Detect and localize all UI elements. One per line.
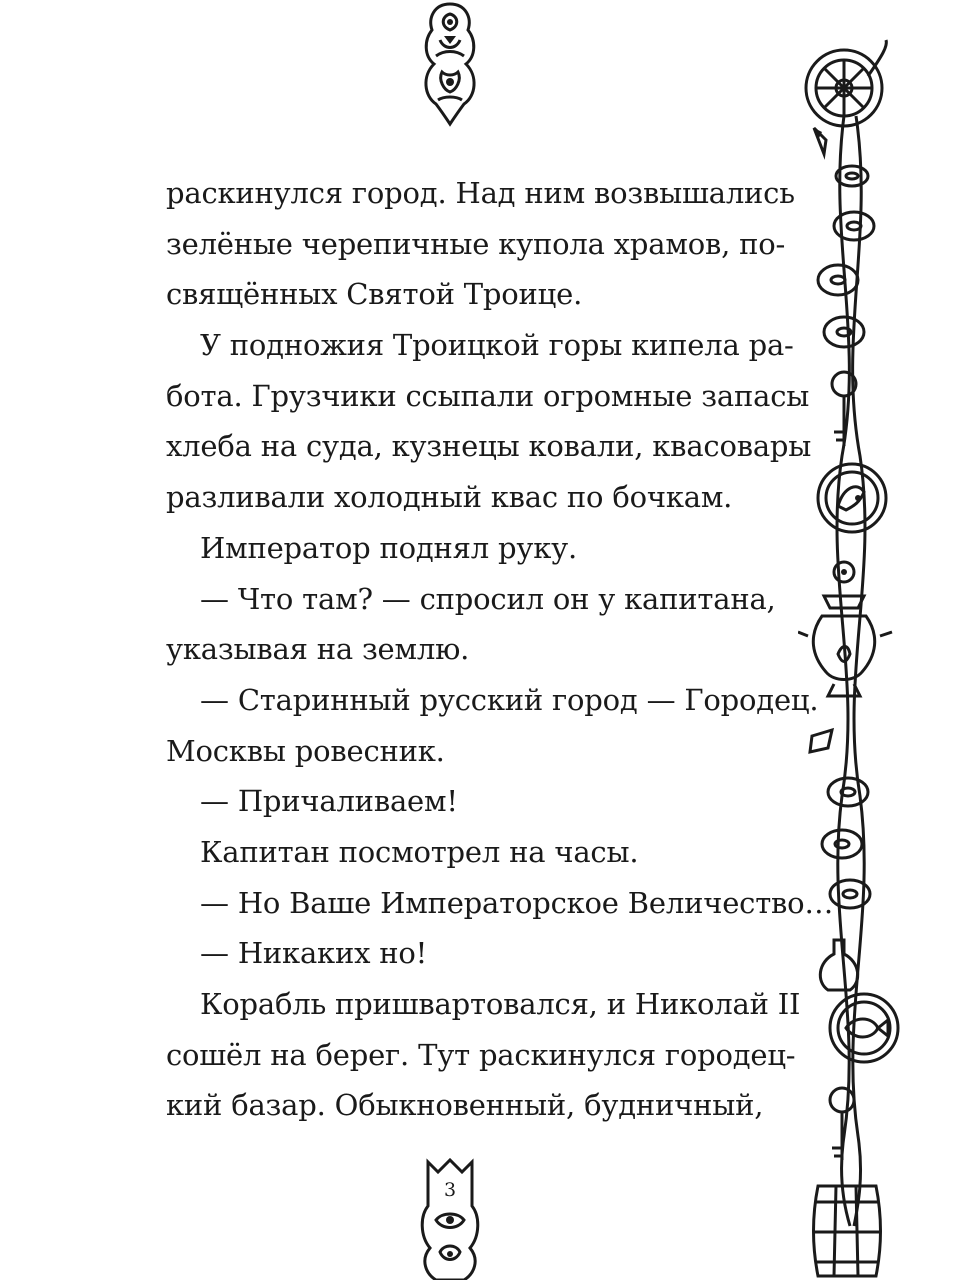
text-line: — Старинный русский город — Городец. xyxy=(200,682,819,717)
text-line: — Причаливаем! xyxy=(200,784,458,819)
text-line: кий базар. Обыкновенный, будничный, xyxy=(166,1088,764,1123)
text-line: — Никаких но! xyxy=(200,936,428,971)
text-line: — Что там? — спросил он у капитана, xyxy=(200,581,776,616)
text-line: Корабль пришвартовался, и Николай II xyxy=(200,987,801,1021)
text-line: сошёл на берег. Тут раскинулся городец- xyxy=(166,1037,796,1072)
text-line: зелёные черепичные купола храмов, по- xyxy=(166,226,786,261)
top-ornament-icon xyxy=(414,0,486,128)
text-line: свящённых Святой Троице. xyxy=(166,277,583,312)
text-line: бота. Грузчики ссыпали огромные запасы xyxy=(166,378,810,413)
bottom-ornament-icon xyxy=(414,1156,486,1280)
text-line: У подножия Троицкой горы кипела ра- xyxy=(200,328,794,363)
text-line: Москвы ровесник. xyxy=(166,733,445,768)
side-border-illustration xyxy=(798,36,906,1280)
text-line: хлеба на суда, кузнецы ковали, квасовары xyxy=(166,429,812,464)
text-line: Капитан посмотрел на часы. xyxy=(200,834,639,869)
text-line: разливали холодный квас по бочкам. xyxy=(166,480,733,515)
page-number: 3 xyxy=(443,1179,457,1201)
text-line: — Но Ваше Императорское Величество… xyxy=(200,885,834,920)
body-text xyxy=(166,168,834,1131)
text-line: Император поднял руку. xyxy=(200,530,578,565)
text-line: указывая на землю. xyxy=(166,632,470,667)
text-line: раскинулся город. Над ним возвышались xyxy=(166,176,795,210)
